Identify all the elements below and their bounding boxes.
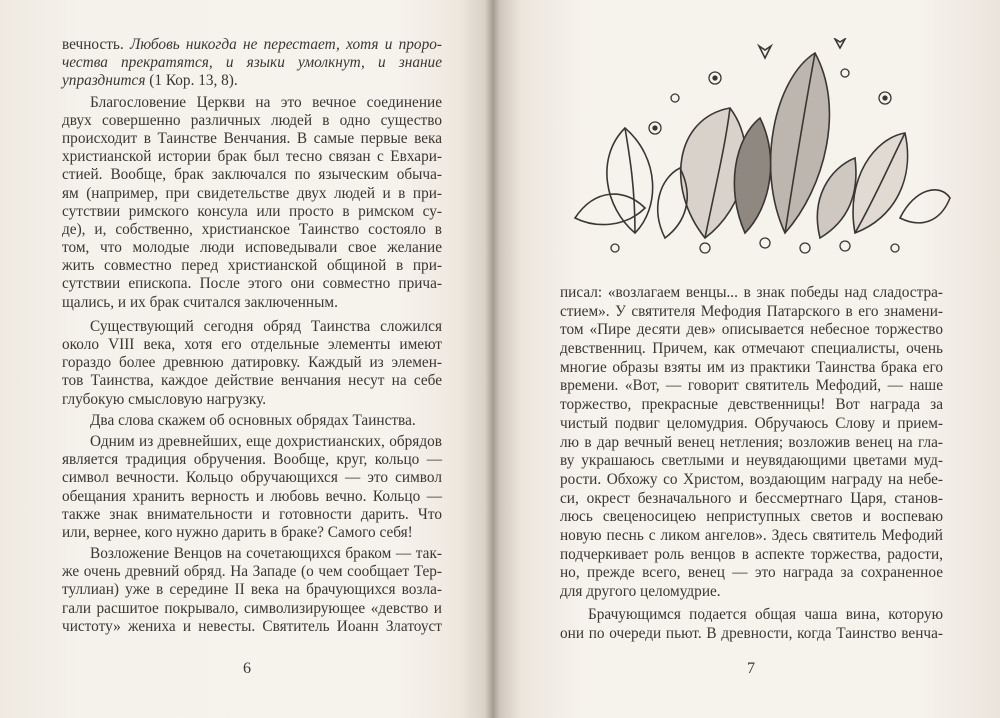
text-line: Возложение Венцов на сочетающихся браком — так- [90, 545, 442, 563]
text-line: тов Таинства, каждое действие венчания несут на себе [62, 372, 442, 390]
text-line: двух совершенно различных людей в одно существо [62, 111, 442, 129]
text-line: де), и, собственно, христианское Таинство состояло в [62, 220, 442, 238]
text-line: сутствии епископа. После этого они совместно прича- [62, 275, 442, 293]
paragraph [62, 94, 442, 312]
paragraph [560, 284, 943, 602]
text-line: Существующий сегодня обряд Таинства сложился [90, 317, 442, 335]
text-line: чистый подвиг целомудрия. Обручаюсь Слову и прием- [560, 414, 943, 432]
text-line: же очень древний обряд. На Западе (о чем сообщает Тер- [62, 563, 442, 581]
text-line [62, 54, 442, 72]
text: вечность. [62, 36, 130, 53]
text-line: около VIII века, хотя его отдельные элементы имеют [62, 336, 442, 353]
left-page [0, 0, 495, 718]
paragraph [62, 36, 442, 91]
text-line: но, прежде всего, венец — это награда за сохраненное [560, 564, 943, 582]
text-line: происходит в Таинстве Венчания. В самые первые века [62, 129, 442, 147]
text-line: времени. «Вот, — говорит святитель Мефодий, — наше [560, 377, 943, 395]
text-line: девственниц. Причем, как отмечают специалисты, очень [560, 340, 943, 358]
text-line: Благословение Церкви на это вечное соединение [90, 93, 442, 111]
right-page-text [560, 284, 943, 644]
left-page-text [62, 36, 442, 636]
text-line: жить совместно перед христианской общиной в при- [62, 257, 442, 275]
paragraph [62, 318, 442, 409]
text-line: глубокую смысловую нагрузку. [62, 390, 267, 408]
text-line: гораздо более древнюю датировку. Каждый из элемен- [62, 354, 442, 372]
text-line: лю в дар вечный венец нетления; возложив венец на гла- [560, 433, 943, 451]
text-line: также знак внимательности и готовности дарить. Что [62, 505, 442, 523]
leaf-icon [607, 128, 653, 233]
text-line: торжество, прекрасные девственницы! Вот награда за [560, 396, 943, 414]
scripture-reference: (1 Кор. 13, 8). [145, 72, 238, 90]
text-line: сутствии римского консула или просто в римском су- [62, 202, 442, 220]
text-line: ям (например, при свидетельстве двух людей и в при- [62, 184, 442, 202]
text-line: или, вернее, кого нужно дарить в браке? Самого себя! [62, 523, 413, 541]
text-line: писал: «возлагаем венцы... в знак победы над сладостра- [560, 284, 943, 301]
text-line: щались, и их брак считался заключенным. [62, 293, 338, 311]
page-number: 6 [243, 660, 251, 677]
scripture-quote: Любовь никогда не перестает, хотя и проро- [129, 36, 442, 53]
text-line [62, 36, 442, 54]
text-line: ву украшаюсь светлыми и неувядающими цветами муд- [560, 452, 943, 470]
paragraph [62, 545, 442, 636]
text-line: обещания хранить верность и любовь вечно. Кольцо — [62, 487, 442, 505]
text-line: они по очереди пьют. В древности, когда Таинство венча- [560, 624, 943, 642]
text-line: туллиан) уже в середине II века на брачующихся возла- [62, 581, 442, 599]
text-line: гали расшитое покрывало, символизирующее «девство и [62, 599, 442, 617]
text-line: христианской истории брак был тесно связан с Евхари- [62, 148, 442, 166]
text-line: том, что молодые люди исповедывали свое желание [62, 239, 442, 257]
text-line: символ вечности. Кольцо обручающихся — это символ [62, 469, 442, 487]
paragraph [62, 433, 442, 542]
text-line [62, 72, 442, 90]
text-line: стией. Вообще, брак заключался по языческим обыча- [62, 166, 442, 184]
text-line: новую песнь с ликом ангелов». Здесь святитель Мефодий [560, 526, 943, 544]
text-line: Брачующимся подается общая чаша вина, которую [588, 606, 943, 624]
scripture-quote: чества прекратятся, и языки умолкнут, и знание [62, 54, 442, 72]
text-line: стием». У святителя Мефодия Патарского в его знамени- [560, 302, 943, 320]
page-number: 7 [747, 660, 755, 677]
text-line: Одним из древнейших, еще дохристианских, обрядов [90, 432, 442, 450]
text-line: том «Пире десяти дев» описывается небесное торжество [560, 321, 943, 339]
text-line: люсь свеценосицею неприступных светов и воспеваю [560, 508, 943, 526]
paragraph [560, 606, 943, 643]
text-line: многие образы взяты им из практики Таинства брака его [560, 358, 943, 376]
paragraph [62, 412, 442, 430]
floral-illustration [555, 38, 955, 258]
text-line: Два слова скажем об основных обрядах Таинства. [90, 411, 416, 429]
text-line: является традиция обручения. Вообще, круг, кольцо — [62, 451, 442, 469]
scripture-quote: упразднится [62, 72, 146, 90]
text-line: рости. Обхожу со Христом, воздающим награду на небе- [560, 470, 943, 488]
text-line: подчеркивает роль венцов в аспекте торжества, радости, [560, 545, 943, 563]
text-line: для другого целомудрие. [560, 583, 721, 600]
text-line: си, окрест безначального и бессмертнаго Царя, станов- [560, 489, 943, 507]
tulip-icon [759, 39, 845, 58]
text-line: чистоту» жениха и невесты. Святитель Иоанн Златоуст [62, 617, 442, 635]
